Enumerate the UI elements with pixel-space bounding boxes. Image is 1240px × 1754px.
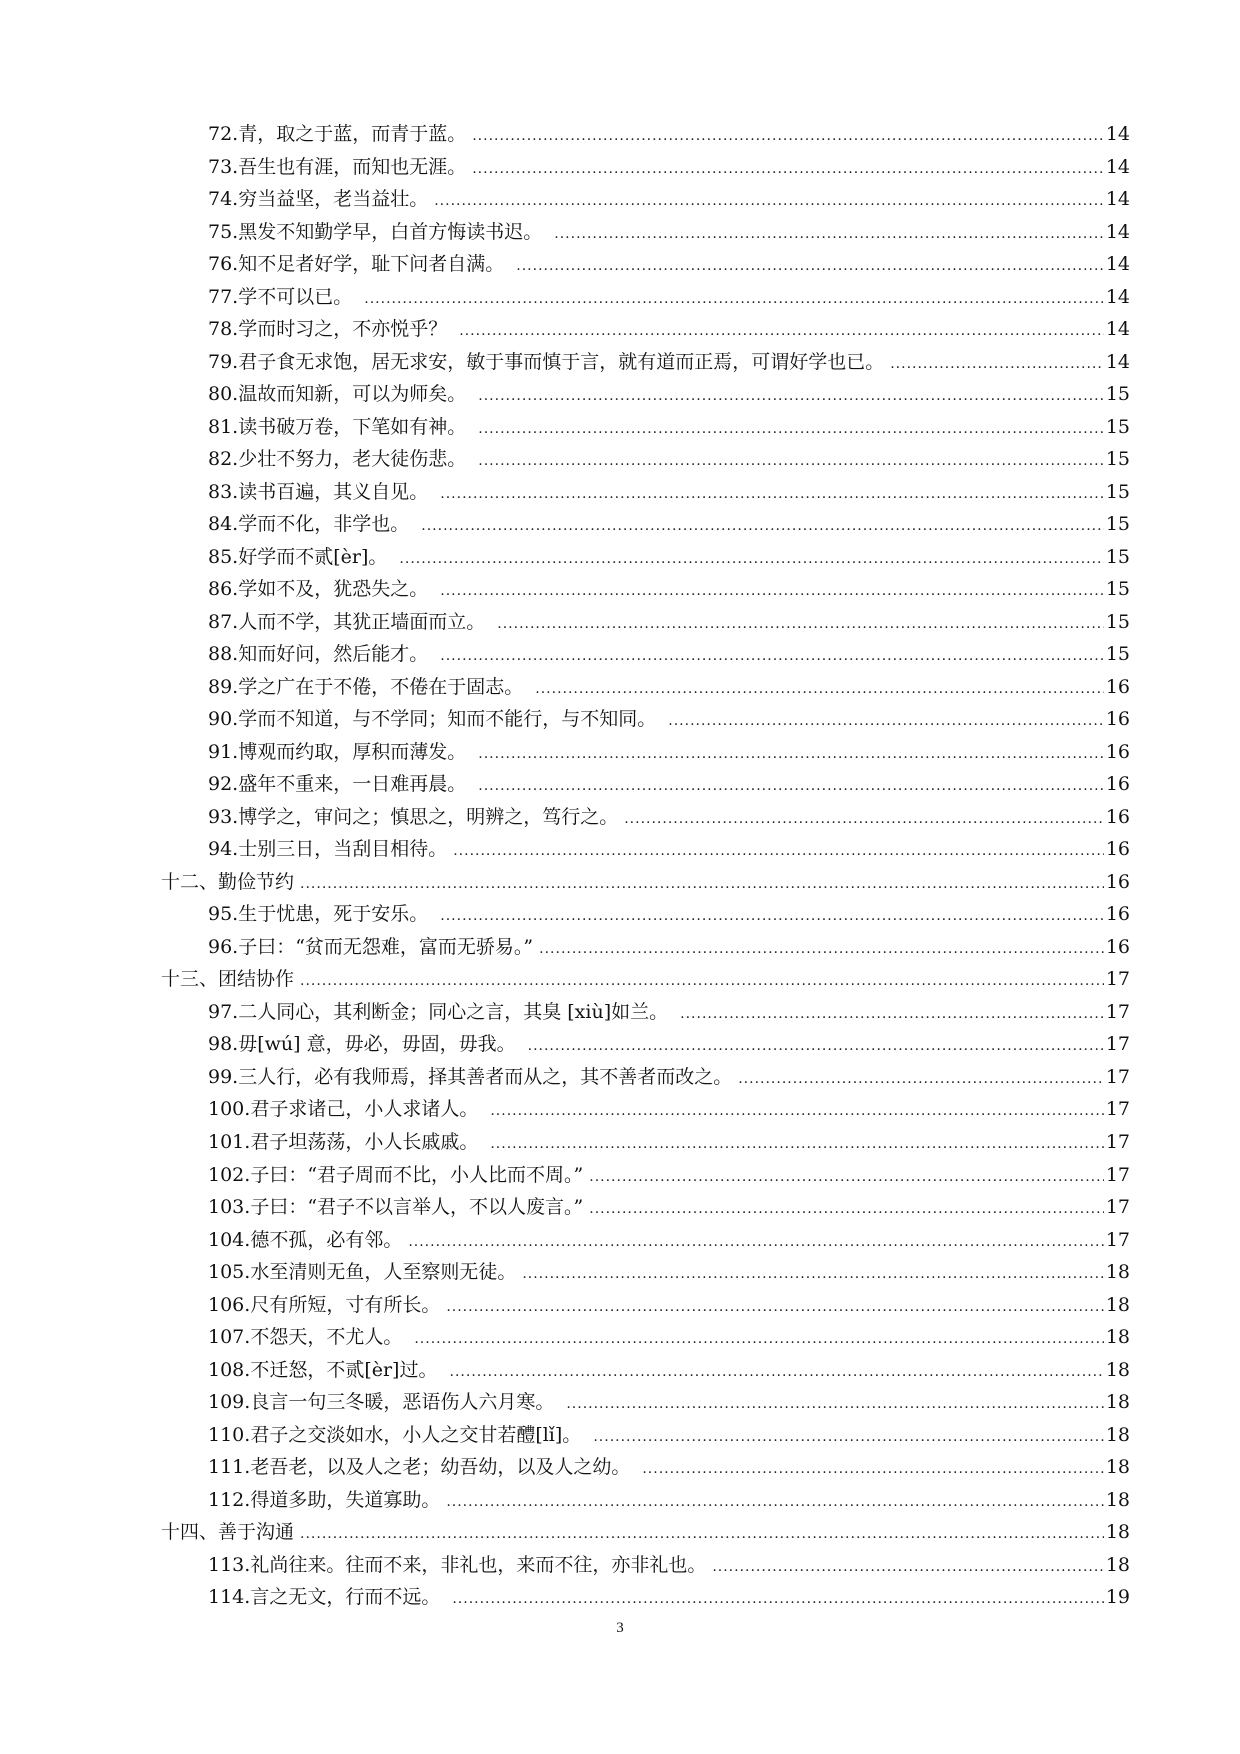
dot-leader (478, 416, 1104, 442)
dot-leader (446, 1294, 1103, 1320)
toc-entry[interactable] (0, 1257, 1240, 1290)
toc-title: 团结协作 (218, 968, 295, 991)
toc-page-number: 18 (1105, 1261, 1130, 1284)
toc-page-number: 14 (1105, 253, 1130, 276)
dot-leader (566, 1391, 1103, 1417)
toc-page-number: 15 (1105, 383, 1130, 406)
toc-line (208, 251, 1130, 279)
toc-page-number: 18 (1105, 1293, 1130, 1316)
toc-title: 老吾老，以及人之老；幼吾幼，以及人之幼。 (250, 1456, 637, 1479)
toc-entry[interactable] (0, 1550, 1240, 1583)
toc-entry[interactable] (0, 412, 1240, 445)
toc-title: 子曰：“君子不以言举人，不以人废言。” (250, 1196, 584, 1219)
dot-leader (478, 773, 1104, 799)
toc-number: 95. (208, 903, 239, 926)
toc-number: 105. (208, 1261, 251, 1284)
dot-leader (712, 1554, 1103, 1580)
toc-entry[interactable] (0, 314, 1240, 347)
toc-title: 好学而不贰[èr]。 (238, 545, 394, 568)
toc-entry[interactable] (0, 1094, 1240, 1127)
toc-title: 少壮不努力，老大徒伤悲。 (238, 448, 473, 471)
dot-leader (300, 1521, 1104, 1547)
toc-title: 君子坦荡荡，小人长戚戚。 (250, 1130, 485, 1153)
toc-entry[interactable] (0, 1485, 1240, 1518)
toc-entry[interactable] (0, 347, 1240, 380)
toc-number: 113. (208, 1553, 251, 1576)
toc-line (208, 1129, 1130, 1157)
toc-number: 107. (208, 1326, 251, 1349)
toc-page-number: 17 (1105, 1196, 1130, 1219)
toc-line (208, 284, 1130, 312)
toc-number: 十二、 (161, 870, 219, 893)
toc-number: 74. (208, 188, 239, 211)
toc-number: 104. (208, 1228, 251, 1251)
dot-leader (478, 448, 1104, 474)
toc-entry[interactable] (0, 542, 1240, 575)
dot-leader (414, 1326, 1103, 1352)
toc-page-number: 17 (1105, 1098, 1130, 1121)
toc-page-number: 18 (1105, 1391, 1130, 1414)
toc-page-number: 15 (1105, 545, 1130, 568)
toc-entry[interactable] (0, 802, 1240, 835)
dot-leader (440, 903, 1104, 929)
toc-section[interactable] (0, 1517, 1240, 1550)
toc-title: 生于忧患，死于安乐。 (238, 903, 435, 926)
toc-number: 97. (208, 1000, 239, 1023)
toc-number: 89. (208, 675, 239, 698)
table-of-contents (0, 119, 1240, 1615)
toc-title: 二人同心，其利断金；同心之言，其臭 [xiù]如兰。 (238, 1000, 675, 1023)
toc-page-number: 16 (1105, 903, 1130, 926)
toc-number: 108. (208, 1358, 251, 1381)
toc-number: 72. (208, 123, 239, 145)
toc-line (208, 154, 1130, 182)
toc-number: 103. (208, 1196, 251, 1219)
dot-leader (535, 676, 1104, 702)
dot-leader (890, 351, 1104, 377)
toc-line (208, 901, 1130, 929)
toc-line (208, 641, 1130, 669)
toc-line (208, 446, 1130, 474)
toc-title: 学而时习之，不亦悦乎？ (238, 318, 454, 341)
toc-number: 106. (208, 1293, 251, 1316)
dot-leader (680, 1001, 1104, 1027)
toc-page-number: 17 (1105, 1065, 1130, 1088)
dot-leader (497, 611, 1104, 637)
dot-leader (554, 221, 1104, 247)
dot-leader (593, 1424, 1103, 1450)
toc-page-number: 16 (1105, 740, 1130, 763)
toc-line (208, 479, 1130, 507)
toc-page-number: 17 (1105, 1228, 1130, 1251)
toc-entry[interactable] (0, 899, 1240, 932)
toc-title: 人而不学，其犹正墙面而立。 (238, 610, 492, 633)
toc-entry[interactable] (0, 704, 1240, 737)
toc-number: 83. (208, 480, 239, 503)
toc-page-number: 14 (1105, 220, 1130, 243)
toc-entry[interactable] (0, 1452, 1240, 1485)
dot-leader (300, 968, 1104, 994)
dot-leader (478, 383, 1104, 409)
toc-line (208, 1031, 1130, 1059)
toc-page-number: 14 (1105, 188, 1130, 211)
toc-number: 98. (208, 1033, 239, 1056)
toc-page-number: 16 (1105, 838, 1130, 861)
toc-number: 88. (208, 643, 239, 666)
toc-number: 111. (208, 1456, 251, 1479)
dot-leader (300, 871, 1104, 897)
toc-page-number: 18 (1105, 1488, 1130, 1511)
toc-page-number: 16 (1105, 675, 1130, 698)
toc-number: 92. (208, 773, 239, 796)
toc-title: 水至清则无鱼，人至察则无徒。 (250, 1261, 517, 1284)
toc-title: 子曰：“贫而无怨难，富而无骄易。” (238, 935, 534, 958)
toc-line (161, 1519, 1130, 1547)
dot-leader (452, 1586, 1103, 1612)
toc-line (208, 121, 1130, 149)
toc-entry[interactable] (0, 1355, 1240, 1388)
toc-line (208, 511, 1130, 539)
toc-page-number: 15 (1105, 643, 1130, 666)
dot-leader (440, 643, 1104, 669)
toc-entry[interactable] (0, 1322, 1240, 1355)
toc-page-number: 16 (1105, 708, 1130, 731)
toc-title: 不怨天，不尤人。 (250, 1326, 409, 1349)
toc-number: 77. (208, 285, 239, 308)
toc-title: 言之无文，行而不远。 (250, 1586, 447, 1609)
toc-title: 学而不知道，与不学同；知而不能行，与不知同。 (238, 708, 663, 731)
dot-leader (490, 1131, 1103, 1157)
toc-line (208, 1552, 1130, 1580)
toc-number: 79. (208, 350, 239, 373)
dot-leader (408, 1229, 1103, 1255)
toc-title: 学而不化，非学也。 (238, 513, 416, 536)
toc-entry[interactable] (0, 607, 1240, 640)
toc-page-number: 14 (1105, 350, 1130, 373)
toc-title: 知不足者好学，耻下问者自满。 (238, 253, 511, 276)
dot-leader (453, 838, 1104, 864)
toc-line (208, 1487, 1130, 1515)
toc-page-number: 15 (1105, 415, 1130, 438)
toc-title: 学之广在于不倦，不倦在于固志。 (238, 675, 530, 698)
toc-page-number: 18 (1105, 1553, 1130, 1576)
toc-page-number: 18 (1105, 1456, 1130, 1479)
toc-title: 博观而约取，厚积而薄发。 (238, 740, 473, 763)
toc-line (161, 869, 1130, 897)
toc-line (208, 1096, 1130, 1124)
toc-entry[interactable] (0, 834, 1240, 867)
toc-line (208, 1292, 1130, 1320)
toc-number: 78. (208, 318, 239, 341)
dot-leader (434, 188, 1104, 214)
toc-number: 93. (208, 805, 239, 828)
toc-line (208, 1194, 1130, 1222)
toc-title: 穷当益坚，老当益壮。 (238, 188, 429, 211)
toc-number: 86. (208, 578, 239, 601)
toc-page-number: 17 (1105, 968, 1130, 991)
toc-number: 102. (208, 1163, 251, 1186)
toc-title: 德不孤，必有邻。 (250, 1228, 403, 1251)
toc-number: 91. (208, 740, 239, 763)
toc-number: 87. (208, 610, 239, 633)
toc-title: 吾生也有涯，而知也无涯。 (238, 155, 467, 178)
toc-number: 110. (208, 1423, 251, 1446)
toc-page-number: 15 (1105, 480, 1130, 503)
dot-leader (421, 513, 1104, 539)
toc-line (208, 1454, 1130, 1482)
toc-title: 礼尚往来。往而不来，非礼也，来而不往，亦非礼也。 (250, 1553, 707, 1576)
toc-title: 读书破万卷，下笔如有神。 (238, 415, 473, 438)
toc-title: 盛年不重来，一日难再晨。 (238, 773, 473, 796)
toc-number: 100. (208, 1098, 251, 1121)
toc-page-number: 15 (1105, 610, 1130, 633)
toc-line (208, 739, 1130, 767)
toc-page-number: 19 (1105, 1586, 1130, 1609)
toc-title: 不迁怒，不贰[èr]过。 (250, 1358, 444, 1381)
toc-number: 75. (208, 220, 239, 243)
toc-line (208, 1389, 1130, 1417)
toc-number: 80. (208, 383, 239, 406)
toc-line (208, 1324, 1130, 1352)
dot-leader (624, 806, 1104, 832)
dot-leader (440, 578, 1104, 604)
toc-line (208, 706, 1130, 734)
toc-number: 90. (208, 708, 239, 731)
toc-entry[interactable] (0, 1225, 1240, 1258)
toc-title: 子曰：“君子周而不比，小人比而不周。” (250, 1163, 584, 1186)
toc-page-number: 15 (1105, 448, 1130, 471)
toc-line (208, 609, 1130, 637)
toc-line (208, 1259, 1130, 1287)
toc-title: 君子之交淡如水，小人之交甘若醴[lǐ]。 (250, 1423, 588, 1446)
toc-entry[interactable] (0, 282, 1240, 315)
dot-leader (446, 1489, 1103, 1515)
toc-entry[interactable] (0, 379, 1240, 412)
toc-page-number: 18 (1105, 1358, 1130, 1381)
toc-number: 十四、 (161, 1521, 219, 1544)
toc-entry[interactable] (0, 444, 1240, 477)
toc-number: 81. (208, 415, 239, 438)
toc-entry[interactable] (0, 932, 1240, 965)
toc-line (208, 1227, 1130, 1255)
toc-number: 114. (208, 1586, 251, 1609)
toc-title: 良言一句三冬暖，恶语伤人六月寒。 (250, 1391, 561, 1414)
toc-page-number: 18 (1105, 1423, 1130, 1446)
dot-leader (440, 481, 1104, 507)
toc-page-number: 16 (1105, 805, 1130, 828)
dot-leader (472, 156, 1104, 182)
toc-entry[interactable] (0, 152, 1240, 185)
toc-title: 尺有所短，寸有所长。 (250, 1293, 441, 1316)
toc-entry[interactable] (0, 184, 1240, 217)
toc-number: 99. (208, 1065, 239, 1088)
toc-page-number: 18 (1105, 1521, 1130, 1544)
toc-line (208, 219, 1130, 247)
toc-line (208, 576, 1130, 604)
toc-entry[interactable] (0, 477, 1240, 510)
toc-page-number: 14 (1105, 123, 1130, 145)
toc-line (208, 186, 1130, 214)
dot-leader (364, 286, 1104, 312)
toc-line (208, 414, 1130, 442)
toc-number: 82. (208, 448, 239, 471)
toc-line (208, 836, 1130, 864)
toc-line (208, 674, 1130, 702)
toc-page-number: 14 (1105, 318, 1130, 341)
toc-page-number: 15 (1105, 578, 1130, 601)
toc-page-number: 16 (1105, 935, 1130, 958)
toc-number: 96. (208, 935, 239, 958)
dot-leader (472, 123, 1104, 149)
toc-entry[interactable] (0, 1160, 1240, 1193)
toc-number: 85. (208, 545, 239, 568)
toc-entry[interactable] (0, 672, 1240, 705)
toc-title: 黑发不知勤学早，白首方悔读书迟。 (238, 220, 549, 243)
toc-entry[interactable] (0, 997, 1240, 1030)
toc-number: 112. (208, 1488, 251, 1511)
toc-line (208, 1064, 1130, 1092)
toc-title: 博学之，审问之；慎思之，明辨之，笃行之。 (238, 805, 619, 828)
dot-leader (528, 1033, 1104, 1059)
toc-entry[interactable] (0, 1127, 1240, 1160)
toc-entry[interactable] (0, 249, 1240, 282)
dot-leader (478, 741, 1104, 767)
toc-title: 三人行，必有我师焉，择其善者而从之，其不善者而改之。 (238, 1065, 733, 1088)
dot-leader (522, 1261, 1103, 1287)
toc-page-number: 14 (1105, 285, 1130, 308)
toc-title: 学如不及，犹恐失之。 (238, 578, 435, 601)
toc-number: 84. (208, 513, 239, 536)
toc-title: 勤俭节约 (218, 870, 295, 893)
dot-leader (490, 1098, 1103, 1124)
toc-line (208, 1422, 1130, 1450)
toc-entry[interactable] (0, 769, 1240, 802)
toc-line (208, 999, 1130, 1027)
toc-title: 读书百遍，其义自见。 (238, 480, 435, 503)
toc-entry[interactable] (0, 1029, 1240, 1062)
toc-entry[interactable] (0, 1582, 1240, 1615)
toc-line (208, 804, 1130, 832)
toc-entry[interactable] (0, 639, 1240, 672)
toc-line (208, 1584, 1130, 1612)
toc-entry[interactable] (0, 1420, 1240, 1453)
toc-line (161, 966, 1130, 994)
toc-section[interactable] (0, 964, 1240, 997)
toc-entry[interactable] (0, 1062, 1240, 1095)
dot-leader (589, 1196, 1104, 1222)
dot-leader (642, 1456, 1103, 1482)
toc-title: 学不可以已。 (238, 285, 359, 308)
toc-number: 109. (208, 1391, 251, 1414)
toc-number: 101. (208, 1130, 251, 1153)
dot-leader (450, 1359, 1104, 1385)
toc-page-number: 16 (1105, 773, 1130, 796)
toc-title: 知而好问，然后能才。 (238, 643, 435, 666)
toc-line (208, 316, 1130, 344)
toc-number: 十三、 (161, 968, 219, 991)
toc-number: 94. (208, 838, 239, 861)
toc-entry[interactable] (0, 1290, 1240, 1323)
toc-number: 73. (208, 155, 239, 178)
toc-title: 君子求诸己，小人求诸人。 (250, 1098, 485, 1121)
dot-leader (668, 708, 1104, 734)
dot-leader (516, 253, 1104, 279)
toc-page-number: 17 (1105, 1000, 1130, 1023)
toc-title: 君子食无求饱，居无求安，敏于事而慎于言，就有道而正焉，可谓好学也已。 (238, 350, 885, 373)
dot-leader (459, 318, 1104, 344)
page-number: 3 (616, 1620, 624, 1636)
toc-number: 76. (208, 253, 239, 276)
toc-section[interactable] (0, 867, 1240, 900)
toc-entry[interactable] (0, 119, 1240, 152)
toc-entry[interactable] (0, 1387, 1240, 1420)
toc-title: 善于沟通 (218, 1521, 295, 1544)
toc-entry[interactable] (0, 737, 1240, 770)
dot-leader (539, 936, 1104, 962)
toc-title: 毋[wú] 意，毋必，毋固，毋我。 (238, 1033, 522, 1056)
toc-line (208, 934, 1130, 962)
toc-line (208, 1357, 1130, 1385)
toc-entry[interactable] (0, 217, 1240, 250)
toc-page-number: 18 (1105, 1326, 1130, 1349)
toc-page-number: 16 (1105, 870, 1130, 893)
toc-entry[interactable] (0, 574, 1240, 607)
toc-line (208, 544, 1130, 572)
toc-title: 温故而知新，可以为师矣。 (238, 383, 473, 406)
toc-title: 青，取之于蓝，而青于蓝。 (238, 123, 467, 145)
toc-page-number: 14 (1105, 155, 1130, 178)
toc-page-number: 15 (1105, 513, 1130, 536)
toc-page-number: 17 (1105, 1163, 1130, 1186)
toc-title: 得道多助，失道寡助。 (250, 1488, 441, 1511)
toc-line (208, 1162, 1130, 1190)
toc-title: 士别三日，当刮目相待。 (238, 838, 448, 861)
dot-leader (589, 1164, 1104, 1190)
dot-leader (399, 546, 1103, 572)
toc-line (208, 771, 1130, 799)
dot-leader (738, 1066, 1104, 1092)
toc-page-number: 17 (1105, 1033, 1130, 1056)
toc-page-number: 17 (1105, 1130, 1130, 1153)
toc-entry[interactable] (0, 1192, 1240, 1225)
toc-line (208, 349, 1130, 377)
toc-line (208, 381, 1130, 409)
toc-entry[interactable] (0, 509, 1240, 542)
